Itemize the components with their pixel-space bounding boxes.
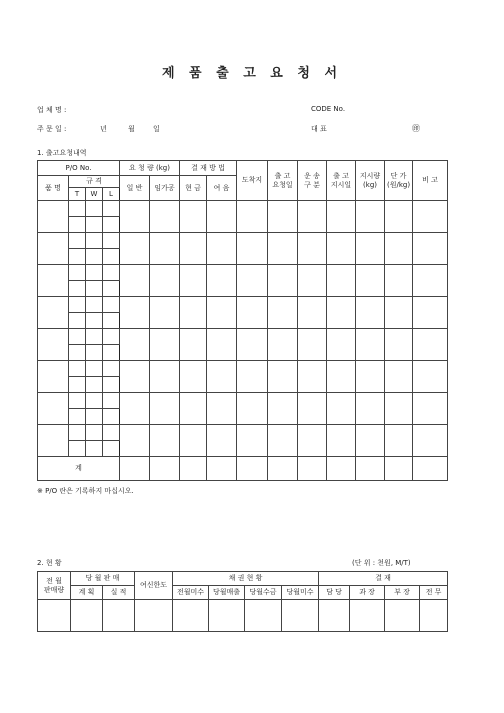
current-collected-header: 당월수금 xyxy=(245,586,282,600)
unit-price-cell[interactable] xyxy=(385,265,413,297)
total-cell[interactable] xyxy=(268,457,298,481)
remarks-cell[interactable] xyxy=(413,425,448,457)
credit-note-cell[interactable] xyxy=(207,297,237,329)
cash-cell[interactable] xyxy=(180,265,207,297)
product-name-header: 품 명 xyxy=(38,176,69,201)
status-table xyxy=(37,571,448,632)
spec-l-cell[interactable] xyxy=(103,265,120,281)
remarks-cell[interactable] xyxy=(413,265,448,297)
spec-t-cell[interactable] xyxy=(69,329,86,345)
transport-type-cell[interactable] xyxy=(298,425,327,457)
consignment-qty-cell[interactable] xyxy=(150,393,180,425)
in-charge-header: 담 당 xyxy=(319,586,350,600)
instruction-qty-cell[interactable] xyxy=(356,329,385,361)
remarks-cell[interactable] xyxy=(413,297,448,329)
spec-header: 규 격 xyxy=(69,176,120,188)
unit-price-cell[interactable] xyxy=(385,393,413,425)
spec-w-cell[interactable] xyxy=(86,361,103,377)
spec-l-header: L xyxy=(103,188,120,201)
consignment-qty-cell[interactable] xyxy=(150,329,180,361)
credit-note-cell[interactable] xyxy=(207,329,237,361)
spec-t-cell[interactable] xyxy=(69,313,86,329)
bond-status-header: 채 권 현 황 xyxy=(173,572,319,586)
spec-t-header: T xyxy=(69,188,86,201)
unit-price-header: 단 가 (원/kg) xyxy=(385,161,413,201)
unit-price-cell[interactable] xyxy=(385,425,413,457)
section2-heading: 2. 현 황 xyxy=(37,559,62,567)
unit-price-cell[interactable] xyxy=(385,233,413,265)
credit-note-cell[interactable] xyxy=(207,265,237,297)
total-cell[interactable] xyxy=(180,457,207,481)
ship-request-date-cell[interactable] xyxy=(268,361,298,393)
cash-cell[interactable] xyxy=(180,233,207,265)
item-row xyxy=(38,265,448,281)
destination-cell[interactable] xyxy=(237,361,268,393)
item-row xyxy=(38,201,448,217)
remarks-cell[interactable] xyxy=(413,329,448,361)
request-qty-header: 요 청 량 (kg) xyxy=(120,161,180,176)
general-header: 일 반 xyxy=(120,176,150,201)
year-label: 년 xyxy=(100,125,107,133)
signature-cell[interactable] xyxy=(319,600,350,632)
spec-t-cell[interactable] xyxy=(69,409,86,425)
cash-cell[interactable] xyxy=(180,201,207,233)
item-row xyxy=(38,425,448,441)
transport-type-cell[interactable] xyxy=(298,329,327,361)
transport-type-cell[interactable] xyxy=(298,361,327,393)
destination-cell[interactable] xyxy=(237,329,268,361)
remarks-cell[interactable] xyxy=(413,233,448,265)
ship-request-date-cell[interactable] xyxy=(268,425,298,457)
spec-t-cell[interactable] xyxy=(69,441,86,457)
spec-t-cell[interactable] xyxy=(69,233,86,249)
instruction-qty-header: 지시량 (kg) xyxy=(356,161,385,201)
spec-t-cell[interactable] xyxy=(69,201,86,217)
product-name-cell[interactable] xyxy=(38,233,69,265)
spec-w-cell[interactable] xyxy=(86,393,103,409)
transport-type-cell[interactable] xyxy=(298,201,327,233)
cash-cell[interactable] xyxy=(180,425,207,457)
instruction-qty-cell[interactable] xyxy=(356,201,385,233)
spec-t-cell[interactable] xyxy=(69,249,86,265)
total-cell[interactable] xyxy=(237,457,268,481)
ship-instruction-date-cell[interactable] xyxy=(327,329,356,361)
month-label: 월 xyxy=(128,125,135,133)
ship-request-date-cell[interactable] xyxy=(268,233,298,265)
ship-instruction-date-cell[interactable] xyxy=(327,361,356,393)
destination-cell[interactable] xyxy=(237,393,268,425)
credit-note-cell[interactable] xyxy=(207,233,237,265)
section-chief-header: 과 장 xyxy=(350,586,385,600)
ship-instruction-date-header: 출 고 지시일 xyxy=(327,161,356,201)
cash-cell[interactable] xyxy=(180,297,207,329)
destination-cell[interactable] xyxy=(237,425,268,457)
spec-t-cell[interactable] xyxy=(69,345,86,361)
ship-instruction-date-cell[interactable] xyxy=(327,201,356,233)
spec-w-cell[interactable] xyxy=(86,345,103,361)
spec-w-cell[interactable] xyxy=(86,441,103,457)
current-month-sales-header: 당 월 판 매 xyxy=(71,572,135,586)
general-qty-cell[interactable] xyxy=(120,265,150,297)
spec-w-cell[interactable] xyxy=(86,313,103,329)
spec-t-cell[interactable] xyxy=(69,361,86,377)
consignment-qty-cell[interactable] xyxy=(150,297,180,329)
status-entry-cell[interactable] xyxy=(245,600,282,632)
product-name-cell[interactable] xyxy=(38,297,69,329)
spec-w-cell[interactable] xyxy=(86,425,103,441)
general-qty-cell[interactable] xyxy=(120,329,150,361)
spec-t-cell[interactable] xyxy=(69,297,86,313)
plan-header: 계 획 xyxy=(71,586,103,600)
spec-w-cell[interactable] xyxy=(86,217,103,233)
spec-w-header: W xyxy=(86,188,103,201)
instruction-qty-cell[interactable] xyxy=(356,393,385,425)
ship-instruction-date-cell[interactable] xyxy=(327,297,356,329)
section1-heading: 1. 출고요청내역 xyxy=(37,149,87,157)
credit-note-cell[interactable] xyxy=(207,393,237,425)
transport-type-cell[interactable] xyxy=(298,393,327,425)
spec-w-cell[interactable] xyxy=(86,201,103,217)
spec-l-cell[interactable] xyxy=(103,393,120,409)
spec-t-cell[interactable] xyxy=(69,265,86,281)
representative-label: 대 표 xyxy=(311,125,327,133)
signature-cell[interactable] xyxy=(385,600,420,632)
spec-l-cell[interactable] xyxy=(103,233,120,249)
item-row xyxy=(38,329,448,345)
unit-note: (단 위 : 천원, M/T) xyxy=(352,559,411,567)
total-cell[interactable] xyxy=(413,457,448,481)
spec-w-cell[interactable] xyxy=(86,377,103,393)
ship-instruction-date-cell[interactable] xyxy=(327,393,356,425)
general-qty-cell[interactable] xyxy=(120,233,150,265)
consignment-qty-cell[interactable] xyxy=(150,265,180,297)
seal-mark: ㊞ xyxy=(412,124,420,133)
status-entry-cell[interactable] xyxy=(209,600,245,632)
credit-note-header: 여 음 xyxy=(207,176,237,201)
ship-request-date-cell[interactable] xyxy=(268,265,298,297)
cash-header: 현 금 xyxy=(180,176,207,201)
spec-w-cell[interactable] xyxy=(86,249,103,265)
item-row xyxy=(38,393,448,409)
document-title: 제 품 출 고 요 청 서 xyxy=(161,66,343,81)
spec-l-cell[interactable] xyxy=(103,281,120,297)
general-qty-cell[interactable] xyxy=(120,201,150,233)
spec-l-cell[interactable] xyxy=(103,441,120,457)
cash-cell[interactable] xyxy=(180,329,207,361)
spec-l-cell[interactable] xyxy=(103,249,120,265)
spec-t-cell[interactable] xyxy=(69,217,86,233)
status-entry-cell[interactable] xyxy=(71,600,103,632)
status-entry-cell[interactable] xyxy=(173,600,209,632)
cash-cell[interactable] xyxy=(180,393,207,425)
total-cell[interactable] xyxy=(150,457,180,481)
transport-type-cell[interactable] xyxy=(298,297,327,329)
destination-cell[interactable] xyxy=(237,297,268,329)
actual-header: 실 적 xyxy=(103,586,135,600)
instruction-qty-cell[interactable] xyxy=(356,425,385,457)
destination-cell[interactable] xyxy=(237,201,268,233)
unit-price-cell[interactable] xyxy=(385,361,413,393)
consignment-header: 임가공 xyxy=(150,176,180,201)
day-label: 일 xyxy=(153,125,160,133)
signature-cell[interactable] xyxy=(350,600,385,632)
executive-header: 전 무 xyxy=(420,586,448,600)
total-cell[interactable] xyxy=(356,457,385,481)
ship-request-date-cell[interactable] xyxy=(268,329,298,361)
spec-l-cell[interactable] xyxy=(103,201,120,217)
spec-l-cell[interactable] xyxy=(103,425,120,441)
spec-l-cell[interactable] xyxy=(103,361,120,377)
approval-header: 결 재 xyxy=(319,572,448,586)
product-name-cell[interactable] xyxy=(38,425,69,457)
general-qty-cell[interactable] xyxy=(120,425,150,457)
remarks-cell[interactable] xyxy=(413,361,448,393)
spec-w-cell[interactable] xyxy=(86,409,103,425)
total-cell[interactable] xyxy=(298,457,327,481)
consignment-qty-cell[interactable] xyxy=(150,361,180,393)
general-qty-cell[interactable] xyxy=(120,393,150,425)
ship-request-date-cell[interactable] xyxy=(268,297,298,329)
spec-t-cell[interactable] xyxy=(69,393,86,409)
spec-t-cell[interactable] xyxy=(69,281,86,297)
status-entry-cell[interactable] xyxy=(103,600,135,632)
credit-note-cell[interactable] xyxy=(207,425,237,457)
ship-instruction-date-cell[interactable] xyxy=(327,265,356,297)
remarks-cell[interactable] xyxy=(413,393,448,425)
credit-limit-header: 여신한도 xyxy=(135,572,173,600)
transport-type-header: 운 송 구 분 xyxy=(298,161,327,201)
status-entry-cell[interactable] xyxy=(38,600,71,632)
spec-w-cell[interactable] xyxy=(86,297,103,313)
remarks-header: 비 고 xyxy=(413,161,448,201)
product-name-cell[interactable] xyxy=(38,201,69,233)
prev-month-sales-header: 전 월 판매량 xyxy=(38,572,71,600)
signature-cell[interactable] xyxy=(420,600,448,632)
general-qty-cell[interactable] xyxy=(120,297,150,329)
ship-instruction-date-cell[interactable] xyxy=(327,233,356,265)
unit-price-cell[interactable] xyxy=(385,297,413,329)
destination-cell[interactable] xyxy=(237,233,268,265)
destination-cell[interactable] xyxy=(237,265,268,297)
unit-price-cell[interactable] xyxy=(385,329,413,361)
transport-type-cell[interactable] xyxy=(298,233,327,265)
total-label: 계 xyxy=(38,457,120,481)
item-row xyxy=(38,361,448,377)
product-name-cell[interactable] xyxy=(38,361,69,393)
total-cell[interactable] xyxy=(327,457,356,481)
transport-type-cell[interactable] xyxy=(298,265,327,297)
spec-l-cell[interactable] xyxy=(103,297,120,313)
total-cell[interactable] xyxy=(120,457,150,481)
shipment-request-table xyxy=(37,160,448,481)
product-name-cell[interactable] xyxy=(38,329,69,361)
item-row xyxy=(38,297,448,313)
consignment-qty-cell[interactable] xyxy=(150,425,180,457)
general-qty-cell[interactable] xyxy=(120,361,150,393)
current-sales-amount-header: 당월매출 xyxy=(209,586,245,600)
spec-l-cell[interactable] xyxy=(103,345,120,361)
payment-method-header: 결 재 방 법 xyxy=(180,161,237,176)
spec-t-cell[interactable] xyxy=(69,425,86,441)
status-entry-cell[interactable] xyxy=(135,600,173,632)
po-no-header: P/O No. xyxy=(38,161,120,176)
instruction-qty-cell[interactable] xyxy=(356,265,385,297)
spec-w-cell[interactable] xyxy=(86,329,103,345)
destination-header: 도착지 xyxy=(237,161,268,201)
status-entry-cell[interactable] xyxy=(282,600,319,632)
ship-request-date-cell[interactable] xyxy=(268,393,298,425)
order-date-label: 주 문 일 : xyxy=(37,125,67,133)
ship-request-date-header: 출 고 요청일 xyxy=(268,161,298,201)
cash-cell[interactable] xyxy=(180,361,207,393)
spec-w-cell[interactable] xyxy=(86,233,103,249)
spec-w-cell[interactable] xyxy=(86,265,103,281)
po-note: ※ P/O 란은 기록하지 마십시오. xyxy=(37,487,134,495)
spec-l-cell[interactable] xyxy=(103,313,120,329)
credit-note-cell[interactable] xyxy=(207,361,237,393)
ship-instruction-date-cell[interactable] xyxy=(327,425,356,457)
spec-l-cell[interactable] xyxy=(103,409,120,425)
credit-note-cell[interactable] xyxy=(207,201,237,233)
code-no-label: CODE No. xyxy=(311,105,346,113)
spec-l-cell[interactable] xyxy=(103,217,120,233)
instruction-qty-cell[interactable] xyxy=(356,297,385,329)
ship-request-date-cell[interactable] xyxy=(268,201,298,233)
total-cell[interactable] xyxy=(385,457,413,481)
dept-head-header: 부 장 xyxy=(385,586,420,600)
instruction-qty-cell[interactable] xyxy=(356,361,385,393)
company-name-label: 업 체 명 : xyxy=(37,106,67,114)
prev-unpaid-header: 전월미수 xyxy=(173,586,209,600)
item-row xyxy=(38,233,448,249)
remarks-cell[interactable] xyxy=(413,201,448,233)
total-cell[interactable] xyxy=(207,457,237,481)
instruction-qty-cell[interactable] xyxy=(356,233,385,265)
consignment-qty-cell[interactable] xyxy=(150,201,180,233)
unit-price-cell[interactable] xyxy=(385,201,413,233)
consignment-qty-cell[interactable] xyxy=(150,233,180,265)
current-unpaid-header: 당월미수 xyxy=(282,586,319,600)
spec-t-cell[interactable] xyxy=(69,377,86,393)
product-name-cell[interactable] xyxy=(38,265,69,297)
product-name-cell[interactable] xyxy=(38,393,69,425)
spec-l-cell[interactable] xyxy=(103,329,120,345)
spec-w-cell[interactable] xyxy=(86,281,103,297)
spec-l-cell[interactable] xyxy=(103,377,120,393)
